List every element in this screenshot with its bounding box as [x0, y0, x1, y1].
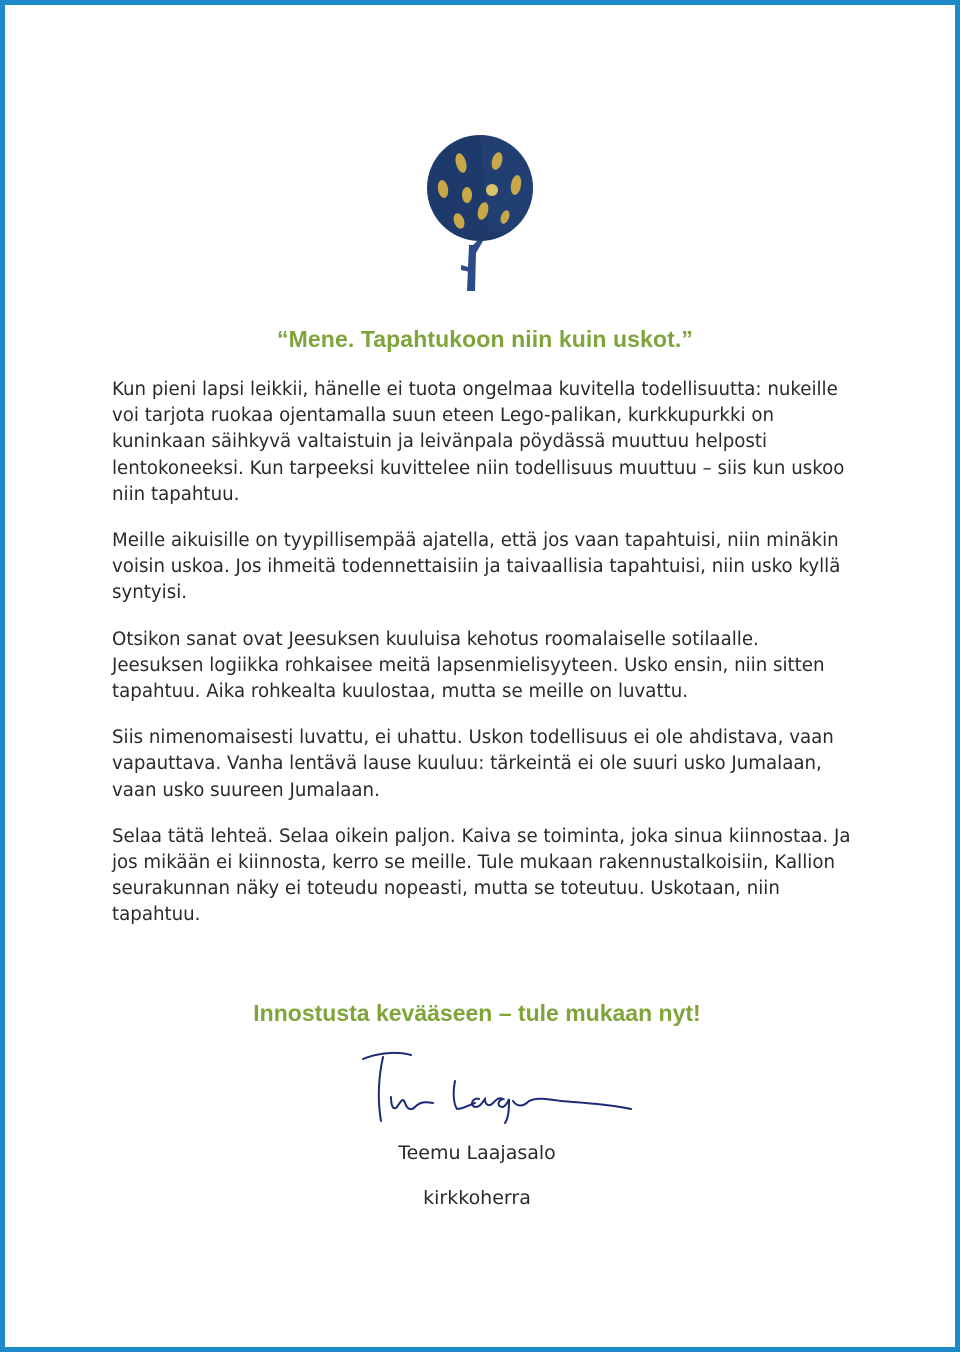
paragraph: Kun pieni lapsi leikkii, hänelle ei tuota ongelmaa kuvitella todellisuutta: nukeille voi tarjota ruokaa ojentamalla suun eteen Lego-palikan, kurkkupurkki on kuninkaan säihkyvä valtaistuin ja leivänpala pöydässä muuttuu helposti lentokoneeksi. Kun tarpeeksi kuvittelee niin todellisuus muuttuu – siis kun uskoo niin tapahtuu. — [112, 379, 845, 505]
paragraph: Meille aikuisille on tyypillisempää ajatella, että jos vaan tapahtuisi, niin minäkin voisin uskoa. Jos ihmeitä todennettaisiin ja taivaallisia tapahtuisi, niin usko kyllä syntyisi. — [112, 530, 841, 604]
closing-line: Innostusta kevääseen – tule mukaan nyt! — [253, 1000, 701, 1026]
paragraph: Siis nimenomaisesti luvattu, ei uhattu. Uskon todellisuus ei ole ahdistava, vaan vapauttava. Vanha lentävä lause kuuluu: tärkeintä ei ole suuri usko Jumalaan, vaan usko suureen Jumalaan. — [112, 727, 834, 801]
signer-title: kirkkoherra — [423, 1187, 531, 1209]
handwritten-signature — [357, 1041, 637, 1131]
paragraph: Selaa tätä lehteä. Selaa oikein paljon. Kaiva se toiminta, joka sinua kiinnostaa. Ja jos mikään ei kiinnosta, kerro se meille. Tule mukaan rakennustalkoisiin, Kallion seurakunnan näky ei toteudu nopeasti, mutta se toteutuu. Uskotaan, niin tapahtuu. — [112, 825, 851, 926]
letter-body — [112, 377, 852, 949]
tree-logo-icon — [423, 133, 537, 293]
page-heading: “Mene. Tapahtukoon niin kuin uskot.” — [277, 326, 693, 352]
signer-name: Teemu Laajasalo — [398, 1142, 556, 1164]
paragraph: Otsikon sanat ovat Jeesuksen kuuluisa kehotus roomalaiselle sotilaalle. Jeesuksen logiikka rohkaisee meitä lapsenmielisyyteen. Usko ensin, niin sitten tapahtuu. Aika rohkealta kuulostaa, mutta se meille on luvattu. — [112, 628, 825, 703]
